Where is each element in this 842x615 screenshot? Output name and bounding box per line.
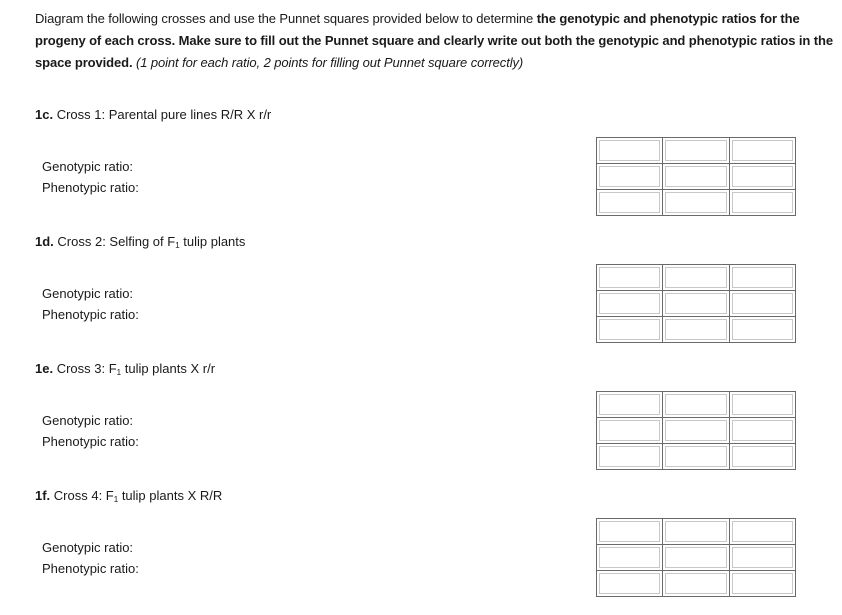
punnet-cell[interactable] (729, 291, 795, 317)
punnet-cell[interactable] (663, 418, 729, 444)
punnet-cell[interactable] (597, 190, 663, 216)
punnet-cell[interactable] (597, 291, 663, 317)
cross-2-ratios (42, 283, 139, 325)
cross-3-text-end: tulip plants X r/r (121, 361, 216, 376)
instructions-paragraph (35, 8, 835, 74)
cross-2-genotypic-label: Genotypic ratio: (42, 286, 134, 301)
cross-1-heading (35, 107, 271, 122)
punnet-cell[interactable] (729, 444, 795, 470)
punnet-cell[interactable] (729, 418, 795, 444)
cross-3-ratios (42, 410, 139, 452)
punnet-cell[interactable] (597, 164, 663, 190)
cross-4-ratios (42, 537, 139, 579)
cross-4-text: Cross 4: F (50, 488, 114, 503)
punnet-cell[interactable] (663, 392, 729, 418)
punnet-cell[interactable] (597, 138, 663, 164)
cross-1-text: Cross 1: Parental pure lines R/R X r/r (53, 107, 272, 122)
instructions-italic-text: (1 point for each ratio, 2 points for filling out Punnet square correctly) (132, 55, 524, 70)
punnet-cell[interactable] (663, 265, 729, 291)
punnet-cell[interactable] (729, 392, 795, 418)
cross-2-subscript: 1 (175, 241, 180, 250)
punnet-cell[interactable] (663, 164, 729, 190)
punnet-cell[interactable] (663, 444, 729, 470)
cross-2-text: Cross 2: Selfing of F (53, 234, 176, 249)
punnet-cell[interactable] (663, 190, 729, 216)
punnet-cell[interactable] (663, 519, 729, 545)
cross-3-subscript: 1 (116, 368, 122, 377)
punnet-cell[interactable] (597, 418, 663, 444)
punnet-cell[interactable] (729, 317, 795, 343)
cross-3-id: 1e. (35, 361, 54, 376)
punnet-cell[interactable] (663, 571, 729, 597)
cross-4-subscript: 1 (113, 495, 119, 504)
punnet-cell[interactable] (663, 317, 729, 343)
cross-4-id: 1f. (35, 488, 51, 503)
punnet-cell[interactable] (729, 571, 795, 597)
punnet-cell[interactable] (663, 138, 729, 164)
punnet-cell[interactable] (729, 190, 795, 216)
cross-2-phenotypic-label: Phenotypic ratio: (42, 307, 139, 322)
cross-1-phenotypic-label: Phenotypic ratio: (42, 180, 139, 195)
cross-3-text: Cross 3: F (53, 361, 117, 376)
punnet-cell[interactable] (729, 164, 795, 190)
cross-3-punnet-square[interactable] (596, 391, 796, 470)
punnet-cell[interactable] (597, 545, 663, 571)
cross-1-punnet-square[interactable] (596, 137, 796, 216)
cross-1-genotypic-label: Genotypic ratio: (42, 159, 134, 174)
punnet-cell[interactable] (597, 317, 663, 343)
punnet-cell[interactable] (729, 519, 795, 545)
cross-1-ratios (42, 156, 139, 198)
punnet-cell[interactable] (663, 291, 729, 317)
cross-4-phenotypic-label: Phenotypic ratio: (42, 561, 139, 576)
cross-3-heading (35, 361, 215, 377)
punnet-cell[interactable] (729, 545, 795, 571)
punnet-cell[interactable] (729, 138, 795, 164)
punnet-cell[interactable] (597, 392, 663, 418)
cross-3-genotypic-label: Genotypic ratio: (42, 413, 134, 428)
punnet-cell[interactable] (729, 265, 795, 291)
cross-2-text-end: tulip plants (179, 234, 246, 249)
punnet-cell[interactable] (597, 444, 663, 470)
cross-2-heading (35, 234, 245, 250)
cross-4-punnet-square[interactable] (596, 518, 796, 597)
punnet-cell[interactable] (663, 545, 729, 571)
instructions-bold-text: the genotypic and phenotypic ratios for the progeny of each cross. Make sure to fill out the Punnet square and clearly write out both the genotypic and phenotypic ratios in the space provided. (35, 11, 833, 70)
punnet-cell[interactable] (597, 519, 663, 545)
punnet-cell[interactable] (597, 265, 663, 291)
cross-3-phenotypic-label: Phenotypic ratio: (42, 434, 139, 449)
cross-1-id: 1c. (35, 107, 54, 122)
cross-2-punnet-square[interactable] (596, 264, 796, 343)
cross-2-id: 1d. (35, 234, 54, 249)
instructions-text: Diagram the following crosses and use the Punnet squares provided below to determine (35, 11, 537, 26)
punnet-cell[interactable] (597, 571, 663, 597)
cross-4-genotypic-label: Genotypic ratio: (42, 540, 134, 555)
cross-4-text-end: tulip plants X R/R (118, 488, 223, 503)
cross-4-heading (35, 488, 222, 504)
